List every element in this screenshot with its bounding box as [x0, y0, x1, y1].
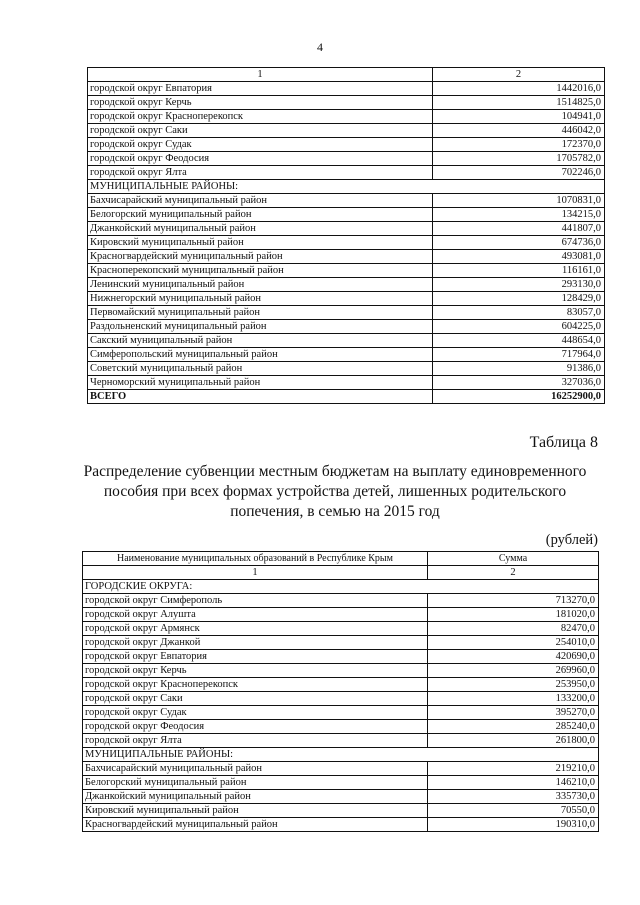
table-row [88, 362, 605, 376]
table-row [83, 692, 599, 706]
row-value-cell: 448654,0 [433, 334, 605, 348]
table-row [88, 152, 605, 166]
table-row [88, 96, 605, 110]
row-name-cell: Раздольненский муниципальный район [88, 320, 433, 334]
column-number-cell: 2 [433, 68, 605, 82]
row-value-cell: 446042,0 [433, 124, 605, 138]
table-row [83, 650, 599, 664]
section-heading: МУНИЦИПАЛЬНЫЕ РАЙОНЫ: [88, 180, 605, 194]
row-value-cell: 172370,0 [433, 138, 605, 152]
row-value-cell: 261800,0 [428, 734, 599, 748]
table-row [88, 236, 605, 250]
row-name-cell: городской округ Керчь [83, 664, 428, 678]
row-name-cell: Первомайский муниципальный район [88, 306, 433, 320]
table-row [88, 124, 605, 138]
table-row [83, 804, 599, 818]
table-row [88, 390, 605, 404]
table-8 [82, 551, 599, 832]
table-row [88, 250, 605, 264]
table-row [83, 636, 599, 650]
table-row [88, 320, 605, 334]
page-number: 4 [317, 40, 323, 54]
row-name-cell: городской округ Феодосия [88, 152, 433, 166]
row-value-cell: 493081,0 [433, 250, 605, 264]
table-row [88, 376, 605, 390]
row-value-cell: 702246,0 [433, 166, 605, 180]
row-value-cell: 335730,0 [428, 790, 599, 804]
table-row [88, 166, 605, 180]
row-value-cell: 441807,0 [433, 222, 605, 236]
table-row [88, 306, 605, 320]
row-name-cell: Кировский муниципальный район [83, 804, 428, 818]
table-row [83, 790, 599, 804]
column-number-cell: 1 [83, 566, 428, 580]
row-value-cell: 104941,0 [433, 110, 605, 124]
row-name-cell: Сакский муниципальный район [88, 334, 433, 348]
row-name-cell: городской округ Армянск [83, 622, 428, 636]
row-name-cell: ВСЕГО [88, 390, 433, 404]
row-value-cell: 285240,0 [428, 720, 599, 734]
table-row [83, 720, 599, 734]
table-caption: Распределение субвенции местным бюджетам на выплату единовременного пособия при всех формах устройства детей, лишенных родительского попечения, в семью на 2015 год [83, 463, 587, 520]
row-name-cell: городской округ Ялта [88, 166, 433, 180]
row-value-cell: 327036,0 [433, 376, 605, 390]
row-value-cell: 293130,0 [433, 278, 605, 292]
row-name-cell: Белогорский муниципальный район [88, 208, 433, 222]
row-name-cell: Джанкойский муниципальный район [88, 222, 433, 236]
row-name-cell: Бахчисарайский муниципальный район [88, 194, 433, 208]
row-name-cell: Джанкойский муниципальный район [83, 790, 428, 804]
row-name-cell: городской округ Евпатория [88, 82, 433, 96]
column-header-row [83, 552, 599, 566]
row-name-cell: городской округ Керчь [88, 96, 433, 110]
row-value-cell: 134215,0 [433, 208, 605, 222]
table-row [88, 138, 605, 152]
row-name-cell: Красноперекопский муниципальный район [88, 264, 433, 278]
section-heading: МУНИЦИПАЛЬНЫЕ РАЙОНЫ: [83, 748, 599, 762]
table-row [83, 608, 599, 622]
column-number-row [83, 566, 599, 580]
row-name-cell: городской округ Ялта [83, 734, 428, 748]
row-name-cell: городской округ Джанкой [83, 636, 428, 650]
row-value-cell: 146210,0 [428, 776, 599, 790]
row-value-cell: 83057,0 [433, 306, 605, 320]
row-name-cell: Ленинский муниципальный район [88, 278, 433, 292]
row-name-cell: Бахчисарайский муниципальный район [83, 762, 428, 776]
row-name-cell: городской округ Красноперекопск [88, 110, 433, 124]
row-value-cell: 674736,0 [433, 236, 605, 250]
section-heading: ГОРОДСКИЕ ОКРУГА: [83, 580, 599, 594]
table-row [88, 208, 605, 222]
row-value-cell: 253950,0 [428, 678, 599, 692]
table-row [88, 334, 605, 348]
row-name-cell: Кировский муниципальный район [88, 236, 433, 250]
table-row [88, 264, 605, 278]
row-value-cell: 713270,0 [428, 594, 599, 608]
column-number-row [88, 68, 605, 82]
table-row [83, 622, 599, 636]
column-number-cell: 1 [88, 68, 433, 82]
row-name-cell: городской округ Евпатория [83, 650, 428, 664]
row-value-cell: 116161,0 [433, 264, 605, 278]
table-row [83, 678, 599, 692]
subvention-table-continued [87, 67, 605, 404]
section-row [83, 748, 599, 762]
row-name-cell: городской округ Симферополь [83, 594, 428, 608]
row-value-cell: 128429,0 [433, 292, 605, 306]
row-value-cell: 1070831,0 [433, 194, 605, 208]
table-row [83, 706, 599, 720]
table-row [83, 818, 599, 832]
row-value-cell: 219210,0 [428, 762, 599, 776]
row-value-cell: 254010,0 [428, 636, 599, 650]
row-value-cell: 420690,0 [428, 650, 599, 664]
row-name-cell: Нижнегорский муниципальный район [88, 292, 433, 306]
row-value-cell: 133200,0 [428, 692, 599, 706]
column-number-cell: 2 [428, 566, 599, 580]
section-row [83, 580, 599, 594]
row-value-cell: 269960,0 [428, 664, 599, 678]
row-name-cell: городской округ Саки [83, 692, 428, 706]
column-header-name: Наименование муниципальных образований в Республике Крым [83, 552, 428, 566]
table-row [88, 348, 605, 362]
table-row [88, 292, 605, 306]
table-row [83, 734, 599, 748]
table-row [88, 82, 605, 96]
table-row [83, 594, 599, 608]
unit-label: (рублей) [545, 532, 598, 548]
row-value-cell: 190310,0 [428, 818, 599, 832]
row-name-cell: Советский муниципальный район [88, 362, 433, 376]
row-value-cell: 16252900,0 [433, 390, 605, 404]
row-name-cell: Красногвардейский муниципальный район [88, 250, 433, 264]
table-row [83, 776, 599, 790]
row-name-cell: городской округ Феодосия [83, 720, 428, 734]
row-value-cell: 1705782,0 [433, 152, 605, 166]
row-value-cell: 717964,0 [433, 348, 605, 362]
table-row [88, 194, 605, 208]
column-header-sum: Сумма [428, 552, 599, 566]
row-value-cell: 1514825,0 [433, 96, 605, 110]
table-row [83, 664, 599, 678]
table-label: Таблица 8 [529, 434, 598, 451]
row-value-cell: 1442016,0 [433, 82, 605, 96]
section-row [88, 180, 605, 194]
row-name-cell: Белогорский муниципальный район [83, 776, 428, 790]
row-value-cell: 82470,0 [428, 622, 599, 636]
row-value-cell: 395270,0 [428, 706, 599, 720]
row-value-cell: 604225,0 [433, 320, 605, 334]
table-row [88, 222, 605, 236]
row-name-cell: городской округ Судак [83, 706, 428, 720]
table-row [88, 278, 605, 292]
row-name-cell: Черноморский муниципальный район [88, 376, 433, 390]
table-row [83, 762, 599, 776]
row-name-cell: городской округ Красноперекопск [83, 678, 428, 692]
row-value-cell: 70550,0 [428, 804, 599, 818]
row-name-cell: Красногвардейский муниципальный район [83, 818, 428, 832]
row-value-cell: 91386,0 [433, 362, 605, 376]
table-row [88, 110, 605, 124]
row-name-cell: Симферопольский муниципальный район [88, 348, 433, 362]
row-value-cell: 181020,0 [428, 608, 599, 622]
row-name-cell: городской округ Саки [88, 124, 433, 138]
row-name-cell: городской округ Алушта [83, 608, 428, 622]
row-name-cell: городской округ Судак [88, 138, 433, 152]
